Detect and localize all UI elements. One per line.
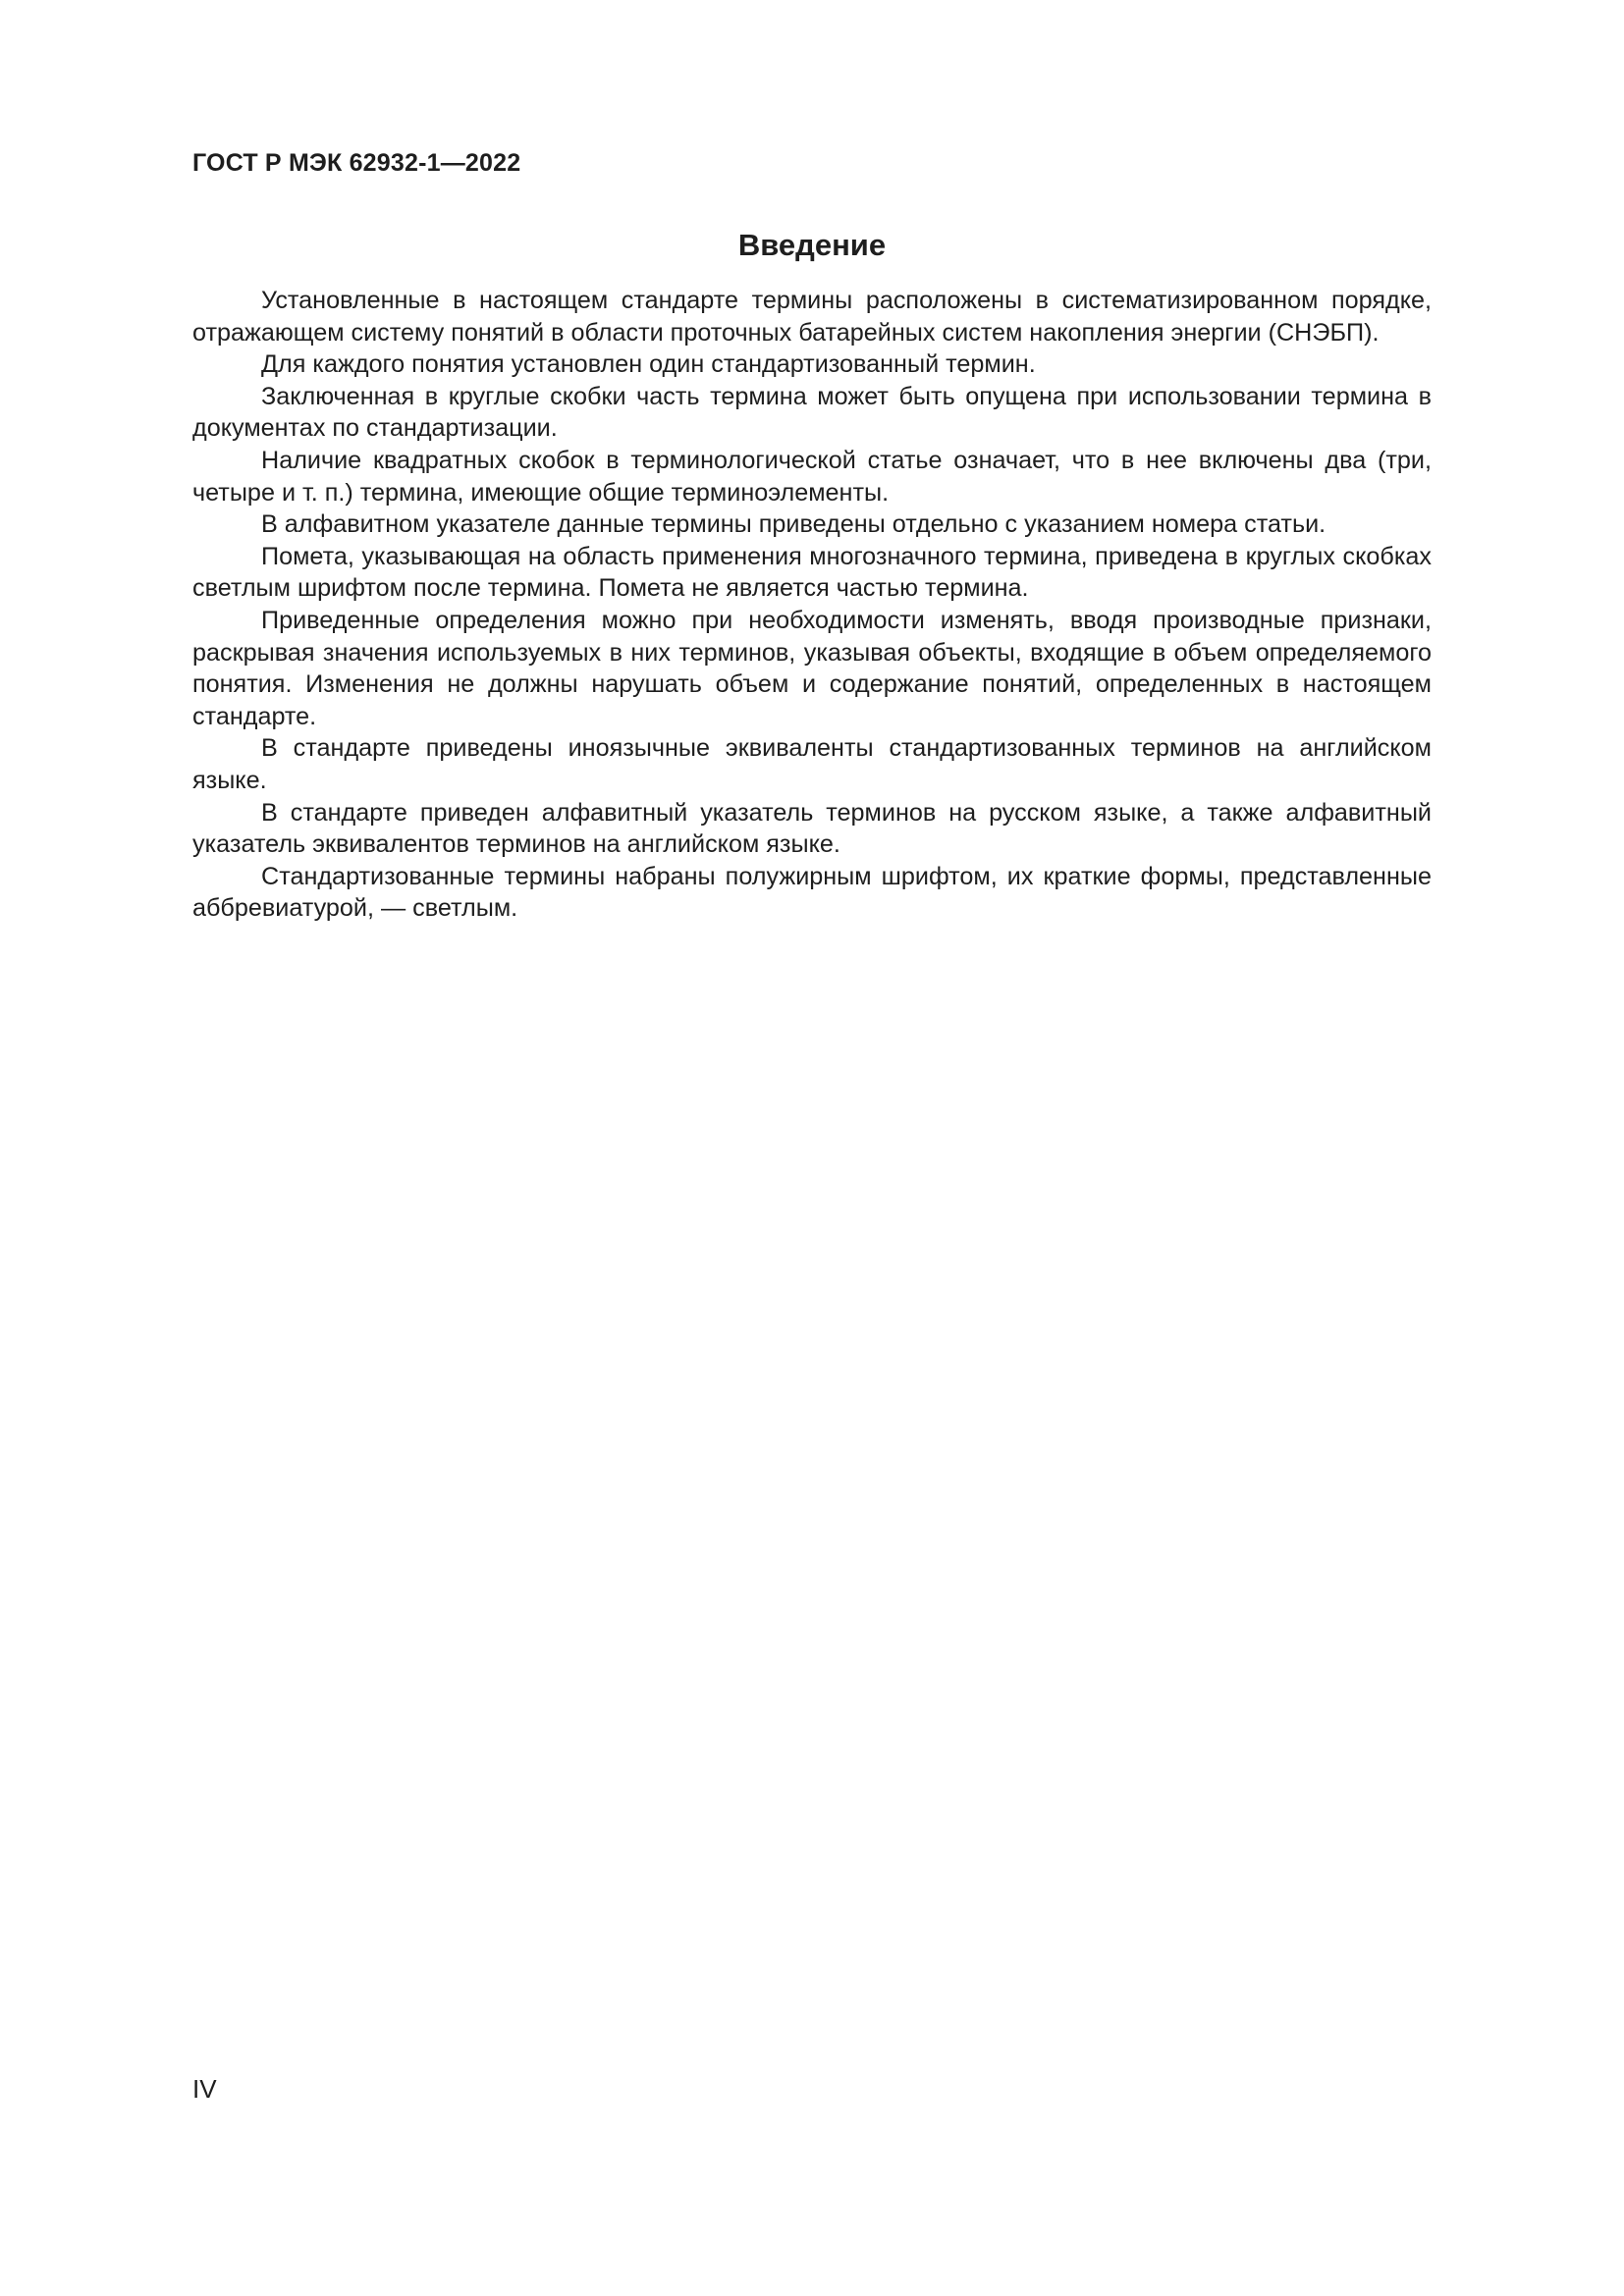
paragraph: В алфавитном указателе данные термины приведены отдельно с указанием номера статьи. — [261, 510, 1326, 539]
paragraph: Заключенная в круглые скобки часть термина может быть опущена при использовании термина в документах по стандартизации. — [192, 382, 1432, 443]
paragraph: Стандартизованные термины набраны полужирным шрифтом, их краткие формы, представленные аббревиатурой, — светлым. — [192, 862, 1432, 923]
page-number: IV — [192, 2074, 217, 2104]
introduction-body — [192, 285, 1432, 925]
paragraph: В стандарте приведен алфавитный указатель терминов на русском языке, а также алфавитный указатель эквивалентов терминов на английском языке. — [192, 798, 1432, 859]
paragraph: Установленные в настоящем стандарте термины расположены в систематизированном порядке, отражающем систему понятий в области проточных батарейных систем накопления энергии (СНЭБП). — [192, 287, 1432, 347]
paragraph: Наличие квадратных скобок в терминологической статье означает, что в нее включены два (три, четыре и т. п.) термина, имеющие общие терминоэлементы. — [192, 446, 1432, 507]
paragraph: Для каждого понятия установлен один стандартизованный термин. — [261, 350, 1036, 379]
paragraph: В стандарте приведены иноязычные эквиваленты стандартизованных терминов на английском языке. — [192, 734, 1432, 794]
section-title: Введение — [737, 228, 887, 262]
paragraph: Приведенные определения можно при необходимости изменять, вводя производные признаки, раскрывая значения используемых в них терминов, указывая объекты, входящие в объем определяемого понятия. Изменения не должны нарушать объем и содержание понятий, определенных в настоящем стандарте. — [192, 606, 1432, 730]
document-id-header: ГОСТ Р МЭК 62932-1—2022 — [192, 149, 521, 177]
paragraph: Помета, указывающая на область применения многозначного термина, приведена в круглых скобках светлым шрифтом после термина. Помета не является частью термина. — [192, 542, 1432, 603]
